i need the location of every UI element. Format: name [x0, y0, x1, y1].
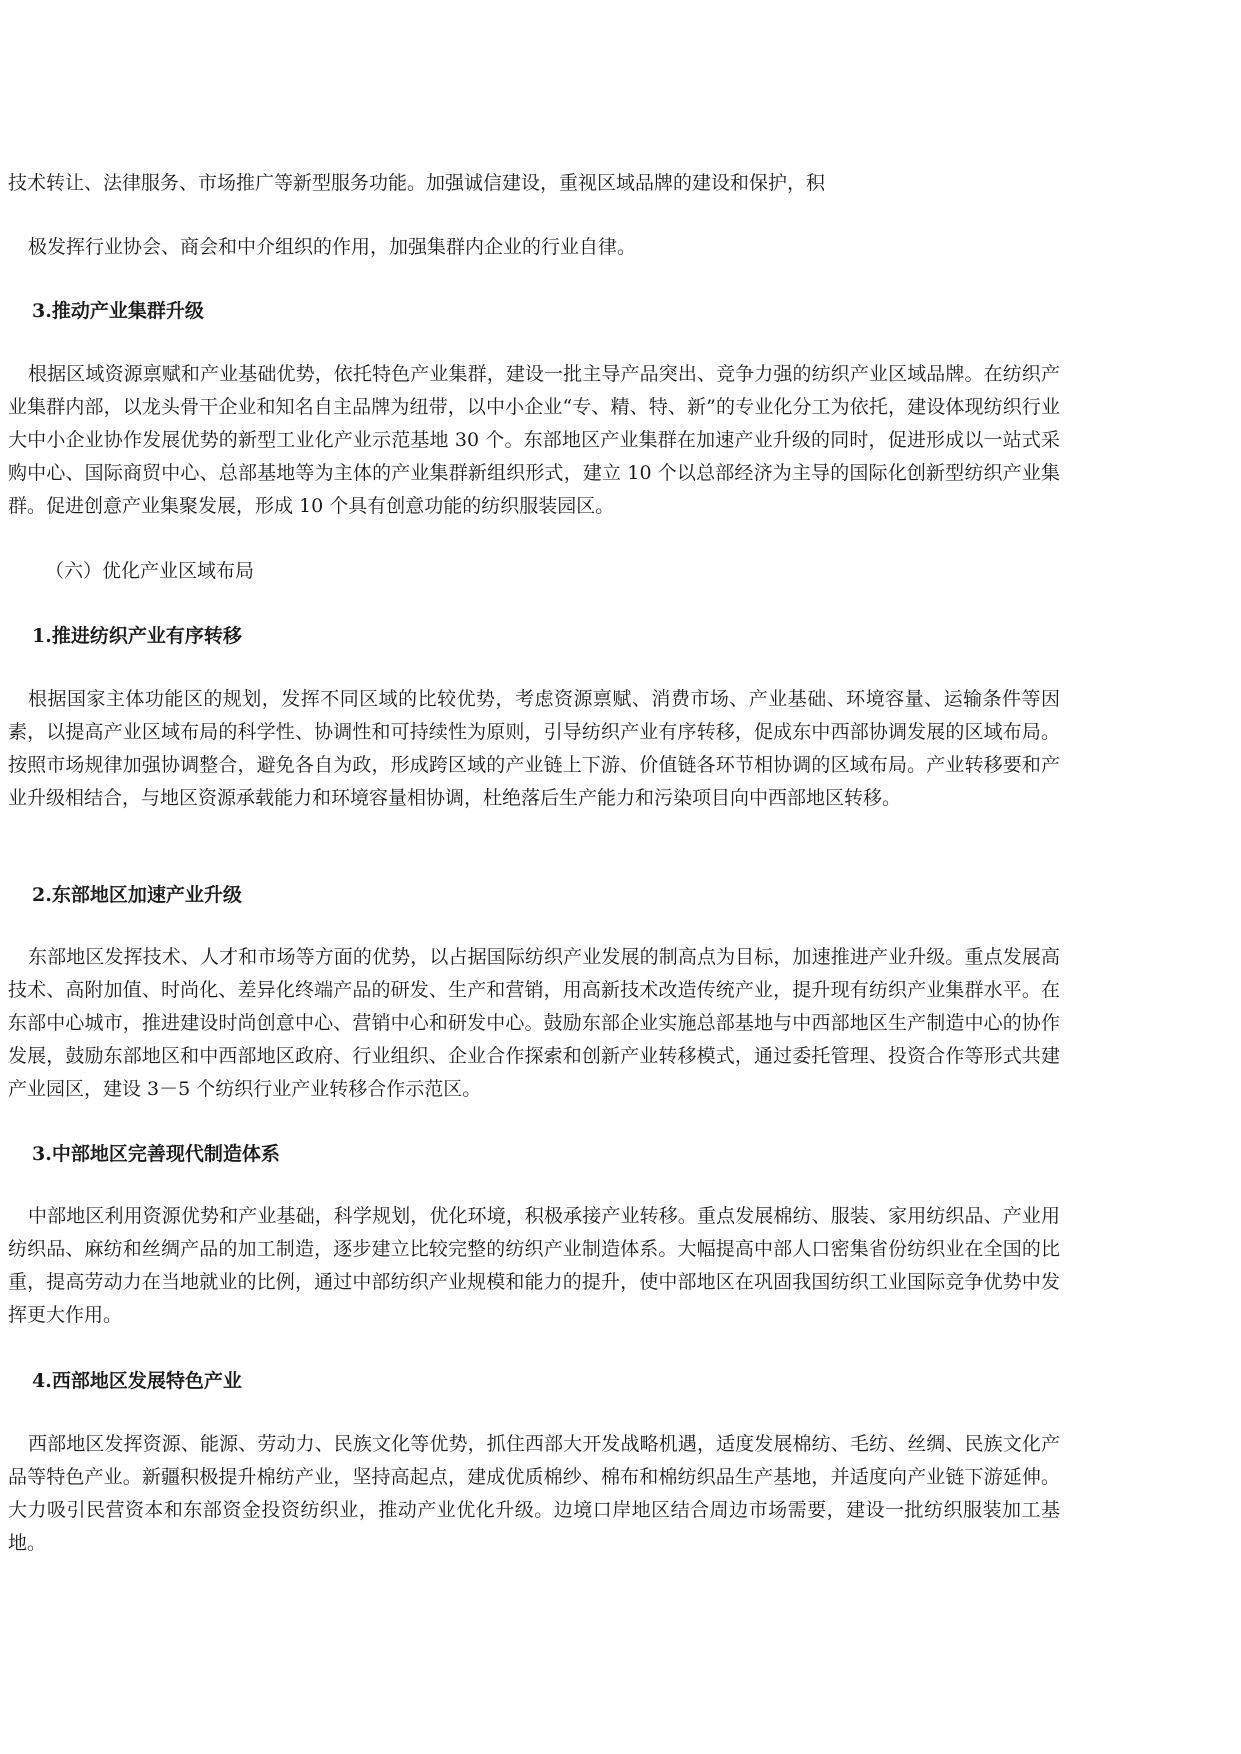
subheading-orderly-transfer: 1.推进纺织产业有序转移 [32, 625, 242, 647]
paragraph-east-upgrade: 东部地区发挥技术、人才和市场等方面的优势，以占据国际纺织产业发展的制高点为目标，加速推进产业升级。重点发展高技术、高附加值、时尚化、差异化终端产品的研发、生产和营销，用高新技术改造传统产业，提升现有纺织产业集群水平。在东部中心城市，推进建设时尚创意中心、营销中心和研发中心。鼓励东部企业实施总部基地与中西部地区生产制造中心的协作发展，鼓励东部地区和中西部地区政府、行业组织、企业合作探索和创新产业转移模式，通过委托管理、投资合作等形式共建产业园区，建设 3－5 个纺织行业产业转移合作示范区。 [8, 946, 1060, 1100]
section-heading-regional-layout: （六）优化产业区域布局 [45, 560, 255, 582]
continuation-line: 技术转让、法律服务、市场推广等新型服务功能。加强诚信建设，重视区域品牌的建设和保护，积 [8, 172, 826, 194]
paragraph-cluster-upgrade: 根据区域资源禀赋和产业基础优势，依托特色产业集群，建设一批主导产品突出、竞争力强的纺织产业区域品牌。在纺织产业集群内部，以龙头骨干企业和知名自主品牌为纽带，以中小企业“专、精、特、新”的专业化分工为依托，建设体现纺织行业大中小企业协作发展优势的新型工业化产业示范基地 30 个。东部地区产业集群在加速产业升级的同时，促进形成以一站式采购中心、国际商贸中心、总部基地等为主体的产业集群新组织形式，建立 10 个以总部经济为主导的国际化创新型纺织产业集群。促进创意产业集聚发展，形成 10 个具有创意功能的纺织服装园区。 [8, 363, 1060, 517]
subheading-east-upgrade: 2.东部地区加速产业升级 [32, 884, 242, 906]
subheading-cluster-upgrade: 3.推动产业集群升级 [32, 300, 204, 322]
paragraph-central-manufacturing: 中部地区利用资源优势和产业基础，科学规划，优化环境，积极承接产业转移。重点发展棉纺、服装、家用纺织品、产业用纺织品、麻纺和丝绸产品的加工制造，逐步建立比较完整的纺织产业制造体系。大幅提高中部人口密集省份纺织业在全国的比重，提高劳动力在当地就业的比例，通过中部纺织产业规模和能力的提升，使中部地区在巩固我国纺织工业国际竞争优势中发挥更大作用。 [8, 1205, 1060, 1326]
paragraph-orderly-transfer: 根据国家主体功能区的规划，发挥不同区域的比较优势，考虑资源禀赋、消费市场、产业基础、环境容量、运输条件等因素，以提高产业区域布局的科学性、协调性和可持续性为原则，引导纺织产业有序转移，促成东中西部协调发展的区域布局。按照市场规律加强协调整合，避免各自为政，形成跨区域的产业链上下游、价值链各环节相协调的区域布局。产业转移要和产业升级相结合，与地区资源承载能力和环境容量相协调，杜绝落后生产能力和污染项目向中西部地区转移。 [8, 688, 1060, 809]
paragraph-west-industry: 西部地区发挥资源、能源、劳动力、民族文化等优势，抓住西部大开发战略机遇，适度发展棉纺、毛纺、丝绸、民族文化产品等特色产业。新疆积极提升棉纺产业，坚持高起点，建成优质棉纱、棉布和棉纺织品生产基地，并适度向产业链下游延伸。大力吸引民营资本和东部资金投资纺织业，推动产业优化升级。边境口岸地区结合周边市场需要，建设一批纺织服装加工基地。 [8, 1433, 1060, 1554]
subheading-west-industry: 4.西部地区发展特色产业 [32, 1370, 242, 1392]
continuation-line-2: 极发挥行业协会、商会和中介组织的作用，加强集群内企业的行业自律。 [28, 236, 637, 258]
subheading-central-manufacturing: 3.中部地区完善现代制造体系 [32, 1143, 280, 1165]
